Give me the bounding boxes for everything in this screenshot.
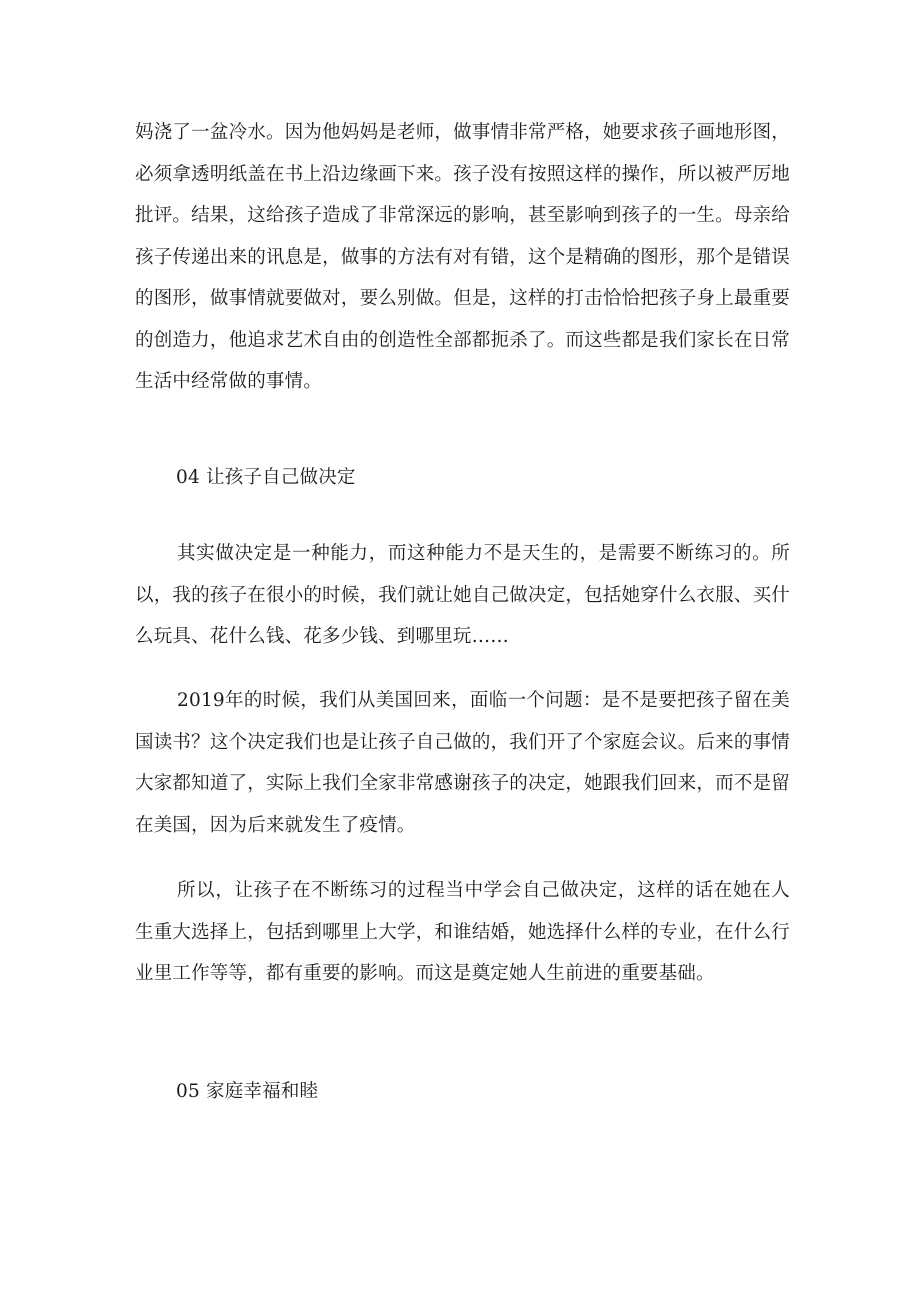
paragraph-criticism: 妈浇了一盆冷水。因为他妈妈是老师，做事情非常严格，她要求孩子画地形图，必须拿透明纸盖在书上沿边缘画下来。孩子没有按照这样的操作，所以被严厉地批评。结果，这给孩子造成了非常深远的影响，甚至影响到孩子的一生。母亲给孩子传递出来的讯息是，做事的方法有对有错，这个是精确的图形，那个是错误的图形，做事情就要做对，要么别做。但是，这样的打击恰恰把孩子身上最重要的创造力，他追求艺术自由的创造性全部都扼杀了。而这些都是我们家长在日常生活中经常做的事情。: [135, 122, 790, 392]
paragraph-decision-ability: 其实做决定是一种能力，而这种能力不是天生的，是需要不断练习的。所以，我的孩子在很小的时候，我们就让她自己做决定，包括她穿什么衣服、买什么玩具、花什么钱、花多少钱、到哪里玩……: [135, 543, 790, 647]
section-heading-04: 04 让孩子自己做决定: [176, 467, 356, 488]
paragraph-2019-return: 2019年的时候，我们从美国回来，面临一个问题：是不是要把孩子留在美国读书？这个决定我们也是让孩子自己做的，我们开了个家庭会议。后来的事情大家都知道了，实际上我们全家非常感谢孩子的决定，她跟我们回来，而不是留在美国，因为后来就发生了疫情。: [135, 690, 790, 836]
paragraph-practice-decisions: 所以，让孩子在不断练习的过程当中学会自己做决定，这样的话在她在人生重大选择上，包括到哪里上大学，和谁结婚，她选择什么样的专业，在什么行业里工作等等，都有重要的影响。而这是奠定她人生前进的重要基础。: [135, 880, 790, 984]
section-heading-05: 05 家庭幸福和睦: [176, 1081, 319, 1102]
